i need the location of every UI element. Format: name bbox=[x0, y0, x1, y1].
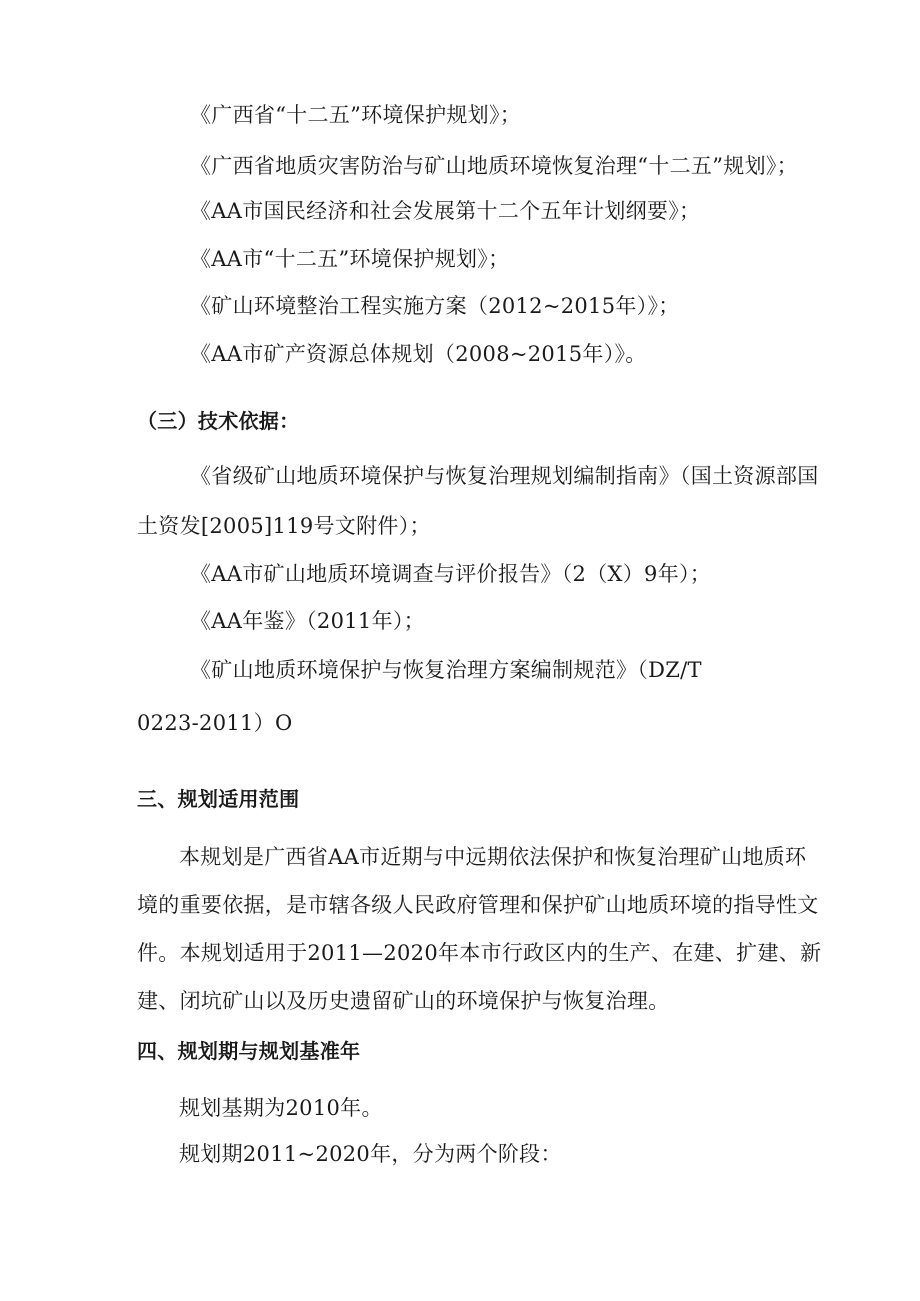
technical-basis-heading: （三）技术依据： bbox=[137, 409, 300, 433]
scope-paragraph-line-3: 件。本规划适用于2011—2020年本市行政区内的生产、在建、扩建、新 bbox=[137, 941, 822, 965]
period-base-year: 规划基期为2010年。 bbox=[179, 1096, 383, 1120]
technical-item-4-line-1: 《矿山地质环境保护与恢复治理方案编制规范》（DZ/T bbox=[190, 658, 702, 682]
scope-paragraph-line-1: 本规划是广西省AA市近期与中远期依法保护和恢复治理矿山地质环 bbox=[179, 845, 807, 869]
period-heading: 四、规划期与规划基准年 bbox=[137, 1039, 361, 1063]
scope-heading: 三、规划适用范围 bbox=[137, 787, 300, 811]
scope-paragraph-line-4: 建、闭坑矿山以及历史遗留矿山的环境保护与恢复治理。 bbox=[137, 989, 670, 1013]
technical-item-1-line-1: 《省级矿山地质环境保护与恢复治理规划编制指南》（国土资源部国 bbox=[190, 464, 819, 488]
period-stages: 规划期2011~2020年，分为两个阶段： bbox=[179, 1142, 562, 1166]
scope-paragraph-line-2: 境的重要依据，是市辖各级人民政府管理和保护矿山地质环境的指导性文 bbox=[137, 893, 819, 917]
policy-item-4: 《AA市“十二五”环境保护规划》； bbox=[190, 247, 510, 271]
policy-item-3: 《AA市国民经济和社会发展第十二个五年计划纲要》； bbox=[190, 199, 701, 223]
policy-item-1: 《广西省“十二五”环境保护规划》； bbox=[190, 103, 522, 127]
policy-item-5: 《矿山环境整治工程实施方案（2012~2015年）》； bbox=[190, 294, 680, 318]
technical-item-1-line-2: 土资发[2005]119号文附件）； bbox=[137, 514, 431, 538]
policy-item-2: 《广西省地质灾害防治与矿山地质环境恢复治理“十二五”规划》； bbox=[190, 154, 798, 178]
technical-item-3: 《AA年鉴》（2011年）； bbox=[190, 609, 425, 633]
policy-item-6: 《AA市矿产资源总体规划（2008~2015年）》。 bbox=[190, 342, 647, 366]
technical-item-2: 《AA市矿山地质环境调查与评价报告》（2（X）9年）； bbox=[190, 562, 712, 586]
technical-item-4-line-2: 0223-2011）O bbox=[137, 711, 293, 735]
